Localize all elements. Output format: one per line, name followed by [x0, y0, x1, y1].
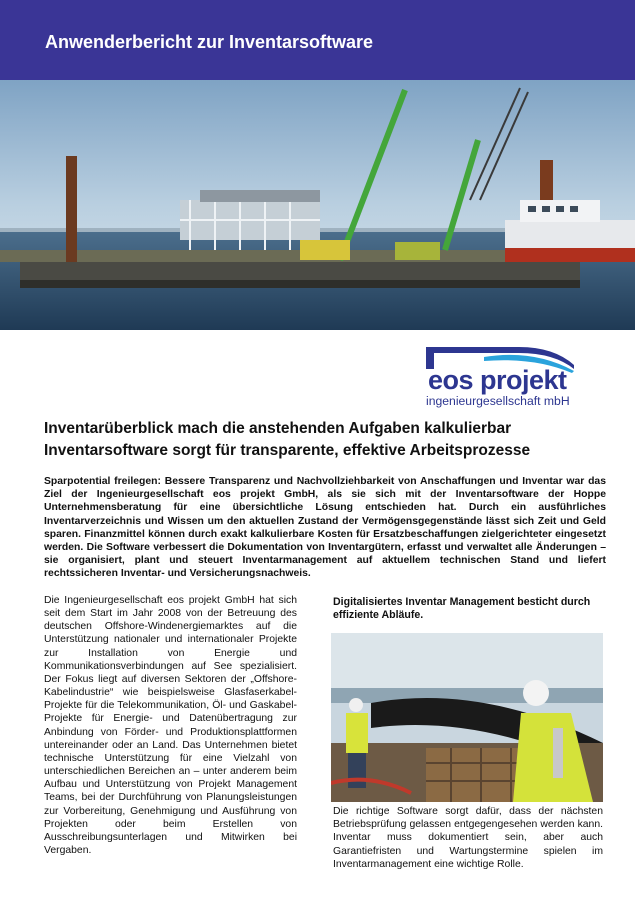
right-column-title: Digitalisiertes Inventar Management besticht durch effiziente Abläufe. — [333, 596, 591, 622]
article-headline — [44, 418, 604, 462]
workers-cable-photo — [331, 633, 603, 802]
headline-line-2: Inventarsoftware sorgt für transparente, effektive Arbeitsprozesse — [44, 442, 531, 459]
lead-paragraph: Sparpotential freilegen: Bessere Transparenz und Nachvollziehbarkeit von Anschaffungen und Inventar war das Ziel der Ingenieurgesellschaft eos projekt GmbH, als sie sich mit der Inventarsoftware der Hoppe Unternehmensberatung für eine übersichtliche Lösung entschieden hat. Durch ein ausführliches Inventarverzeichnis und Wissen um den aktuellen Zustand der Vermögensgegenstände lässt sich Zeit und Geld sparen. Finanzmittel können durch exakt kalkulierbare Kosten für Ersatzbeschaffungen zielgerichteter eingesetzt werden. Die Software verbessert die Dokumentation von Inventargütern, erfasst und verwaltet alle Änderungen – sie organisiert, plant und steuert Inventarmanagement auf aktuellem technischen Stand und liefert rechtssicheren Inventar- und Versicherungsnachweis. — [44, 476, 606, 580]
company-logo — [424, 343, 594, 411]
header-banner — [0, 0, 635, 80]
headline-line-1: Inventarüberblick mach die anstehenden Aufgaben kalkulierbar — [44, 420, 512, 437]
hero-photo-offshore-harbor — [0, 80, 635, 330]
page-title: Anwenderbericht zur Inventarsoftware — [45, 32, 374, 52]
photo-caption: Die richtige Software sorgt dafür, dass der nächsten Betriebsprüfung gelassen entgegengesehen werden kann. Inventar muss dokumentiert sein, aber auch Garantiefristen und Wartungstermine spielen im Inventarmanagement eine wichtige Rolle. — [333, 806, 603, 870]
logo-subtitle: ingenieurgesellschaft mbH — [426, 394, 570, 408]
logo-wordmark: eos projekt — [428, 365, 567, 395]
body-column-left: Die Ingenieurgesellschaft eos projekt GmbH hat sich seit dem Start im Jahr 2008 von der Betreuung des deutschen Offshore-Windenergiemarktes auf die Unterstützung nationaler und internationaler Projekte zur Installation von Energie und Kommunikationsverbindungen auf See spezialisiert. Der Fokus liegt auf diversen Sektoren der „Offshore-Kabelindustrie“ wie beispielsweise Glasfaserkabel-Projekte für die Telekommunikation, Öl- und Gaskabel-Projekte für Energie- und Datenübertragung zur Anbindung von Förder- und Produktionsplattformen untereinander oder an Land. Das Unternehmen bietet technische Unterstützung für eine Vielzahl von unterschiedlichen Bereichen an – unter anderem beim Aufbau und Unterstützung von Projekt Management Teams, bei der Durchführung von Planungsleistungen zur Vorbereitung, Genehmigung und Ausführung von Projekten oder beim Erstellen von Ausschreibungsunterlagen und Mitwirken bei Vergaben. — [44, 595, 297, 856]
